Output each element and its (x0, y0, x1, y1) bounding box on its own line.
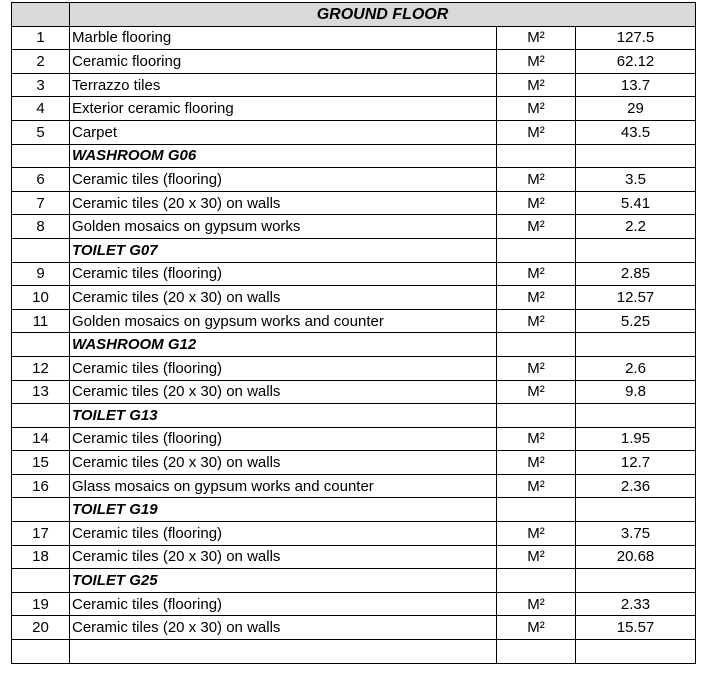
item-quantity: 2.2 (576, 215, 696, 239)
item-quantity: 5.41 (576, 191, 696, 215)
item-quantity: 12.57 (576, 286, 696, 310)
item-number: 1 (12, 26, 70, 50)
table-row (12, 73, 696, 97)
section-title: WASHROOM G12 (70, 333, 497, 357)
item-unit: M² (497, 545, 576, 569)
item-number: 11 (12, 309, 70, 333)
item-unit: M² (497, 380, 576, 404)
table-row (12, 616, 696, 640)
table-row (12, 309, 696, 333)
item-number: 15 (12, 451, 70, 475)
item-description: Ceramic tiles (20 x 30) on walls (70, 616, 497, 640)
quantity-table (11, 2, 696, 664)
item-quantity: 3.5 (576, 168, 696, 192)
item-quantity: 62.12 (576, 50, 696, 74)
item-description: Ceramic tiles (flooring) (70, 356, 497, 380)
item-number: 8 (12, 215, 70, 239)
item-quantity: 3.75 (576, 522, 696, 546)
item-number: 14 (12, 427, 70, 451)
item-description: Ceramic tiles (flooring) (70, 427, 497, 451)
section-header-row (12, 333, 696, 357)
section-number-cell (12, 498, 70, 522)
item-number: 10 (12, 286, 70, 310)
table-row (12, 97, 696, 121)
blank-row (12, 640, 696, 664)
table-row (12, 545, 696, 569)
table-row (12, 474, 696, 498)
section-header-row (12, 238, 696, 262)
item-unit: M² (497, 356, 576, 380)
item-number: 5 (12, 120, 70, 144)
item-unit: M² (497, 262, 576, 286)
blank-cell (576, 640, 696, 664)
table-row (12, 356, 696, 380)
section-number-cell (12, 569, 70, 593)
item-unit: M² (497, 73, 576, 97)
item-quantity: 29 (576, 97, 696, 121)
section-title: TOILET G13 (70, 404, 497, 428)
item-quantity: 2.85 (576, 262, 696, 286)
section-qty-cell (576, 238, 696, 262)
table-row (12, 168, 696, 192)
table-row (12, 592, 696, 616)
quantity-table-body (12, 3, 696, 664)
item-unit: M² (497, 97, 576, 121)
item-unit: M² (497, 451, 576, 475)
table-row (12, 120, 696, 144)
section-number-cell (12, 333, 70, 357)
item-quantity: 15.57 (576, 616, 696, 640)
item-description: Ceramic tiles (flooring) (70, 168, 497, 192)
section-qty-cell (576, 404, 696, 428)
section-header-row (12, 569, 696, 593)
section-header-row (12, 404, 696, 428)
section-unit-cell (497, 144, 576, 168)
item-quantity: 20.68 (576, 545, 696, 569)
item-number: 3 (12, 73, 70, 97)
table-row (12, 191, 696, 215)
item-number: 17 (12, 522, 70, 546)
table-row (12, 50, 696, 74)
table-row (12, 286, 696, 310)
section-unit-cell (497, 569, 576, 593)
item-description: Ceramic tiles (flooring) (70, 592, 497, 616)
item-description: Ceramic tiles (20 x 30) on walls (70, 451, 497, 475)
item-quantity: 1.95 (576, 427, 696, 451)
item-unit: M² (497, 427, 576, 451)
item-quantity: 12.7 (576, 451, 696, 475)
item-number: 18 (12, 545, 70, 569)
item-quantity: 2.6 (576, 356, 696, 380)
title-row (12, 3, 696, 27)
item-description: Ceramic tiles (20 x 30) on walls (70, 191, 497, 215)
section-title: TOILET G07 (70, 238, 497, 262)
item-unit: M² (497, 309, 576, 333)
item-unit: M² (497, 616, 576, 640)
item-number: 6 (12, 168, 70, 192)
blank-cell (497, 640, 576, 664)
item-description: Terrazzo tiles (70, 73, 497, 97)
table-row (12, 26, 696, 50)
item-unit: M² (497, 168, 576, 192)
item-description: Ceramic tiles (20 x 30) on walls (70, 286, 497, 310)
item-description: Ceramic tiles (flooring) (70, 522, 497, 546)
section-number-cell (12, 144, 70, 168)
item-unit: M² (497, 474, 576, 498)
item-unit: M² (497, 286, 576, 310)
item-unit: M² (497, 215, 576, 239)
item-number: 2 (12, 50, 70, 74)
item-description: Golden mosaics on gypsum works and counter (70, 309, 497, 333)
section-title: TOILET G25 (70, 569, 497, 593)
item-description: Ceramic tiles (20 x 30) on walls (70, 380, 497, 404)
section-qty-cell (576, 498, 696, 522)
blank-cell (12, 640, 70, 664)
table-row (12, 427, 696, 451)
section-unit-cell (497, 333, 576, 357)
item-number: 9 (12, 262, 70, 286)
table-row (12, 380, 696, 404)
section-unit-cell (497, 404, 576, 428)
section-number-cell (12, 404, 70, 428)
item-unit: M² (497, 191, 576, 215)
table-row (12, 215, 696, 239)
item-description: Carpet (70, 120, 497, 144)
item-quantity: 43.5 (576, 120, 696, 144)
section-header-row (12, 144, 696, 168)
item-quantity: 9.8 (576, 380, 696, 404)
item-quantity: 13.7 (576, 73, 696, 97)
section-title: WASHROOM G06 (70, 144, 497, 168)
item-unit: M² (497, 522, 576, 546)
title-spacer-cell (12, 3, 70, 27)
section-header-row (12, 498, 696, 522)
table-row (12, 451, 696, 475)
item-unit: M² (497, 50, 576, 74)
section-number-cell (12, 238, 70, 262)
table-row (12, 522, 696, 546)
item-unit: M² (497, 26, 576, 50)
item-quantity: 127.5 (576, 26, 696, 50)
item-unit: M² (497, 120, 576, 144)
item-number: 12 (12, 356, 70, 380)
item-quantity: 2.36 (576, 474, 696, 498)
item-description: Marble flooring (70, 26, 497, 50)
item-description: Glass mosaics on gypsum works and counter (70, 474, 497, 498)
item-quantity: 5.25 (576, 309, 696, 333)
section-qty-cell (576, 144, 696, 168)
item-description: Golden mosaics on gypsum works (70, 215, 497, 239)
table-row (12, 262, 696, 286)
section-unit-cell (497, 238, 576, 262)
item-description: Ceramic flooring (70, 50, 497, 74)
item-unit: M² (497, 592, 576, 616)
item-number: 13 (12, 380, 70, 404)
item-number: 19 (12, 592, 70, 616)
table-title: GROUND FLOOR (70, 3, 696, 27)
item-description: Ceramic tiles (flooring) (70, 262, 497, 286)
item-description: Ceramic tiles (20 x 30) on walls (70, 545, 497, 569)
section-title: TOILET G19 (70, 498, 497, 522)
section-qty-cell (576, 333, 696, 357)
item-number: 4 (12, 97, 70, 121)
blank-cell (70, 640, 497, 664)
item-number: 16 (12, 474, 70, 498)
item-description: Exterior ceramic flooring (70, 97, 497, 121)
item-number: 20 (12, 616, 70, 640)
item-number: 7 (12, 191, 70, 215)
section-qty-cell (576, 569, 696, 593)
item-quantity: 2.33 (576, 592, 696, 616)
section-unit-cell (497, 498, 576, 522)
